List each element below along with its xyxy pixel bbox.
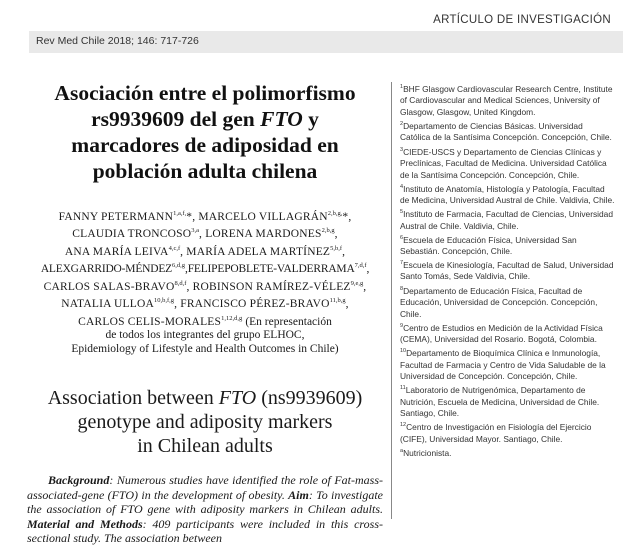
english-title-line: in Chilean adults <box>137 435 273 458</box>
author-affiliation-marks: 6,d,g <box>172 262 186 270</box>
author-affiliation-marks: 4,c,f <box>168 244 181 252</box>
author-line <box>27 312 383 329</box>
abstract <box>27 473 383 546</box>
affiliation-number: 10 <box>400 348 407 355</box>
author-separator: , <box>366 263 370 276</box>
author-line <box>27 224 383 241</box>
affiliation-item <box>400 82 615 119</box>
author-separator: , <box>342 245 346 258</box>
author-affiliation-marks: 3,a <box>191 227 200 235</box>
author-name: CARLOS SALAS-BRAVO <box>43 280 175 293</box>
abstract-text: : To investigate the association of FTO gene with adiposity markers in Chilean adults. <box>27 487 383 517</box>
author-separator: , <box>180 245 187 258</box>
affiliation-item <box>400 383 615 420</box>
affiliation-item <box>400 207 615 232</box>
affiliation-number: 9 <box>400 322 404 329</box>
affiliation-text: CIEDE-USCS y Departamento de Ciencias Clínicas y Preclínicas, Facultad de Medicina. Universidad Católica de la Santísima Concepción. Concepción, Chile. <box>400 146 607 180</box>
author-affiliation-marks: 5,b,f <box>330 244 343 252</box>
spanish-title-line: población adulta chilena <box>92 159 318 183</box>
english-title-line: genotype and adiposity markers <box>77 411 333 434</box>
affiliation-item <box>400 346 615 383</box>
affiliation-text: Laboratorio de Nutrigenómica, Departamento de Nutrición, Escuela de Medicina, Universidad de Chile. Santiago, Chile. <box>400 385 600 419</box>
affiliations-column <box>391 82 615 519</box>
affiliation-item <box>400 446 615 459</box>
affiliation-item <box>400 258 615 283</box>
group-note: Epidemiology of Lifestyle and Health Outcomes in Chile) <box>71 342 339 355</box>
author-affiliation-marks: 7,d,f <box>354 262 367 270</box>
affiliation-text: BHF Glasgow Cardiovascular Research Centre, Institute of Cardiovascular and Medical Sciences, University of Glasgow, Glasgow, United Kingdom. <box>400 83 613 117</box>
affiliation-number: 12 <box>400 422 407 429</box>
main-column <box>27 80 383 546</box>
affiliation-item <box>400 145 615 182</box>
english-title <box>27 386 383 458</box>
gene-name: FTO <box>260 107 303 131</box>
english-title-line: (ns9939609) <box>256 387 363 410</box>
affiliation-number: 1 <box>400 84 404 90</box>
affiliation-text: Centro de Investigación en Fisiología del Ejercicio (CIFE), Universidad Mayor. Santiago, Chile. <box>400 422 592 444</box>
journal-citation-bar <box>29 31 623 53</box>
spanish-title-line: marcadores de adiposidad en <box>71 133 339 157</box>
affiliation-number: 7 <box>400 260 404 267</box>
abstract-label-aim: Aim <box>288 487 309 502</box>
author-separator: , <box>174 297 181 310</box>
abstract-label-background: Background <box>48 473 110 488</box>
author-separator: , <box>185 263 188 276</box>
author-affiliation-marks: 1,a,f, <box>173 210 187 217</box>
affiliation-item <box>400 321 615 346</box>
affiliation-number: 4 <box>400 183 404 190</box>
author-affiliation-marks: 9,e,g <box>350 279 364 287</box>
author-separator: , <box>199 228 206 241</box>
affiliation-number: 8 <box>400 285 404 292</box>
author-list <box>27 207 383 356</box>
author-name: ALEXGARRIDO-MÉNDEZ <box>40 263 173 276</box>
affiliation-item <box>400 233 615 258</box>
author-line <box>27 242 383 259</box>
abstract-text: : 409 participants were included in this cross-sectional study. The association between <box>27 516 383 546</box>
affiliation-number: 3 <box>400 146 404 153</box>
author-affiliation-marks: 2,b,g, <box>327 210 343 217</box>
affiliation-number: a <box>400 447 404 454</box>
affiliation-text: Departamento de Educación Física, Facultad de Educación, Universidad de Concepción. Concepción, Chile. <box>400 285 598 319</box>
author-line <box>27 207 383 224</box>
affiliation-item <box>400 284 615 321</box>
affiliation-text: Departamento de Ciencias Básicas. Universidad Católica de la Santísima Concepción. Concepción, Chile. <box>400 120 612 143</box>
author-name: FELIPEPOBLETE-VALDERRAMA <box>187 263 355 276</box>
section-label: ARTÍCULO DE INVESTIGACIÓN <box>433 14 611 26</box>
group-note: (En representación <box>245 315 332 328</box>
affiliation-text: Departamento de Bioquímica Clínica e Inmunología, Facultad de Farmacia y Centro de Vida Saludable de la Universidad de Concepción. Concepción, Chile. <box>400 347 606 382</box>
author-separator: *, <box>186 210 199 223</box>
author-line <box>27 277 383 294</box>
author-name: ANA MARÍA LEIVA <box>64 245 169 258</box>
author-affiliation-marks: 1,12,d,g <box>221 314 243 322</box>
author-separator: *, <box>342 210 352 223</box>
affiliation-number: 6 <box>400 234 404 241</box>
affiliation-text: Escuela de Educación Física, Universidad San Sebastián. Concepción, Chile. <box>400 234 577 256</box>
abstract-label-methods: Material and Methods <box>27 516 143 531</box>
author-line <box>27 259 383 276</box>
author-name: CARLOS CELIS-MORALES <box>78 315 222 328</box>
author-separator: , <box>363 280 367 293</box>
affiliation-item <box>400 182 615 207</box>
gene-name: FTO <box>218 387 257 410</box>
author-name: MARCELO VILLAGRÁN <box>198 210 328 223</box>
author-affiliation-marks: 10,b,f,g <box>154 297 175 305</box>
author-name: NATALIA ULLOA <box>61 297 155 310</box>
author-name: LORENA MARDONES <box>205 228 322 241</box>
affiliation-item <box>400 420 615 445</box>
spanish-title <box>27 80 383 184</box>
author-separator: , <box>345 297 349 310</box>
affiliation-item <box>400 119 615 144</box>
affiliation-text: Nutricionista. <box>403 447 452 458</box>
spanish-title-line: Asociación entre el polimorfismo <box>54 81 356 105</box>
author-line <box>27 294 383 311</box>
abstract-text: : Numerous studies have identified the role of Fat-mass-associated-gene (FTO) in the development of obesity. <box>27 473 383 502</box>
author-name: CLAUDIA TRONCOSO <box>72 228 192 241</box>
author-affiliation-marks: 8,d,f <box>174 279 187 287</box>
spanish-title-line: rs9939609 del gen <box>91 107 261 131</box>
author-separator: , <box>186 280 193 293</box>
affiliation-number: 2 <box>400 121 404 128</box>
group-note: de todos los integrantes del grupo ELHOC, <box>105 328 305 341</box>
author-name: MARÍA ADELA MARTÍNEZ <box>186 245 331 258</box>
author-name: FRANCISCO PÉREZ-BRAVO <box>180 297 330 310</box>
affiliation-number: 5 <box>400 209 404 216</box>
author-name: FANNY PETERMANN <box>58 210 174 223</box>
author-affiliation-marks: 2,b,g <box>321 227 335 235</box>
affiliation-text: Escuela de Kinesiología, Facultad de Salud, Universidad Santo Tomás, Sede Valdivia, Chile. <box>400 259 614 282</box>
journal-reference: Rev Med Chile 2018; 146: 717-726 <box>36 35 199 47</box>
author-separator: , <box>334 228 338 241</box>
affiliation-number: 11 <box>400 385 406 392</box>
english-title-line: Association between <box>47 387 219 410</box>
author-name: ROBINSON RAMÍREZ-VÉLEZ <box>192 280 351 293</box>
author-affiliation-marks: 11,b,g <box>329 297 346 305</box>
affiliation-text: Instituto de Farmacia, Facultad de Ciencias, Universidad Austral de Chile. Valdivia, Chile. <box>400 208 614 231</box>
spanish-title-line: y <box>302 107 319 131</box>
affiliation-text: Centro de Estudios en Medición de la Actividad Física (CEMA), Universidad del Rosario. Bogotá, Colombia. <box>400 322 603 345</box>
affiliation-text: Instituto de Anatomía, Histología y Patología, Facultad de Medicina, Universidad Austral de Chile. Valdivia, Chile. <box>400 183 615 206</box>
